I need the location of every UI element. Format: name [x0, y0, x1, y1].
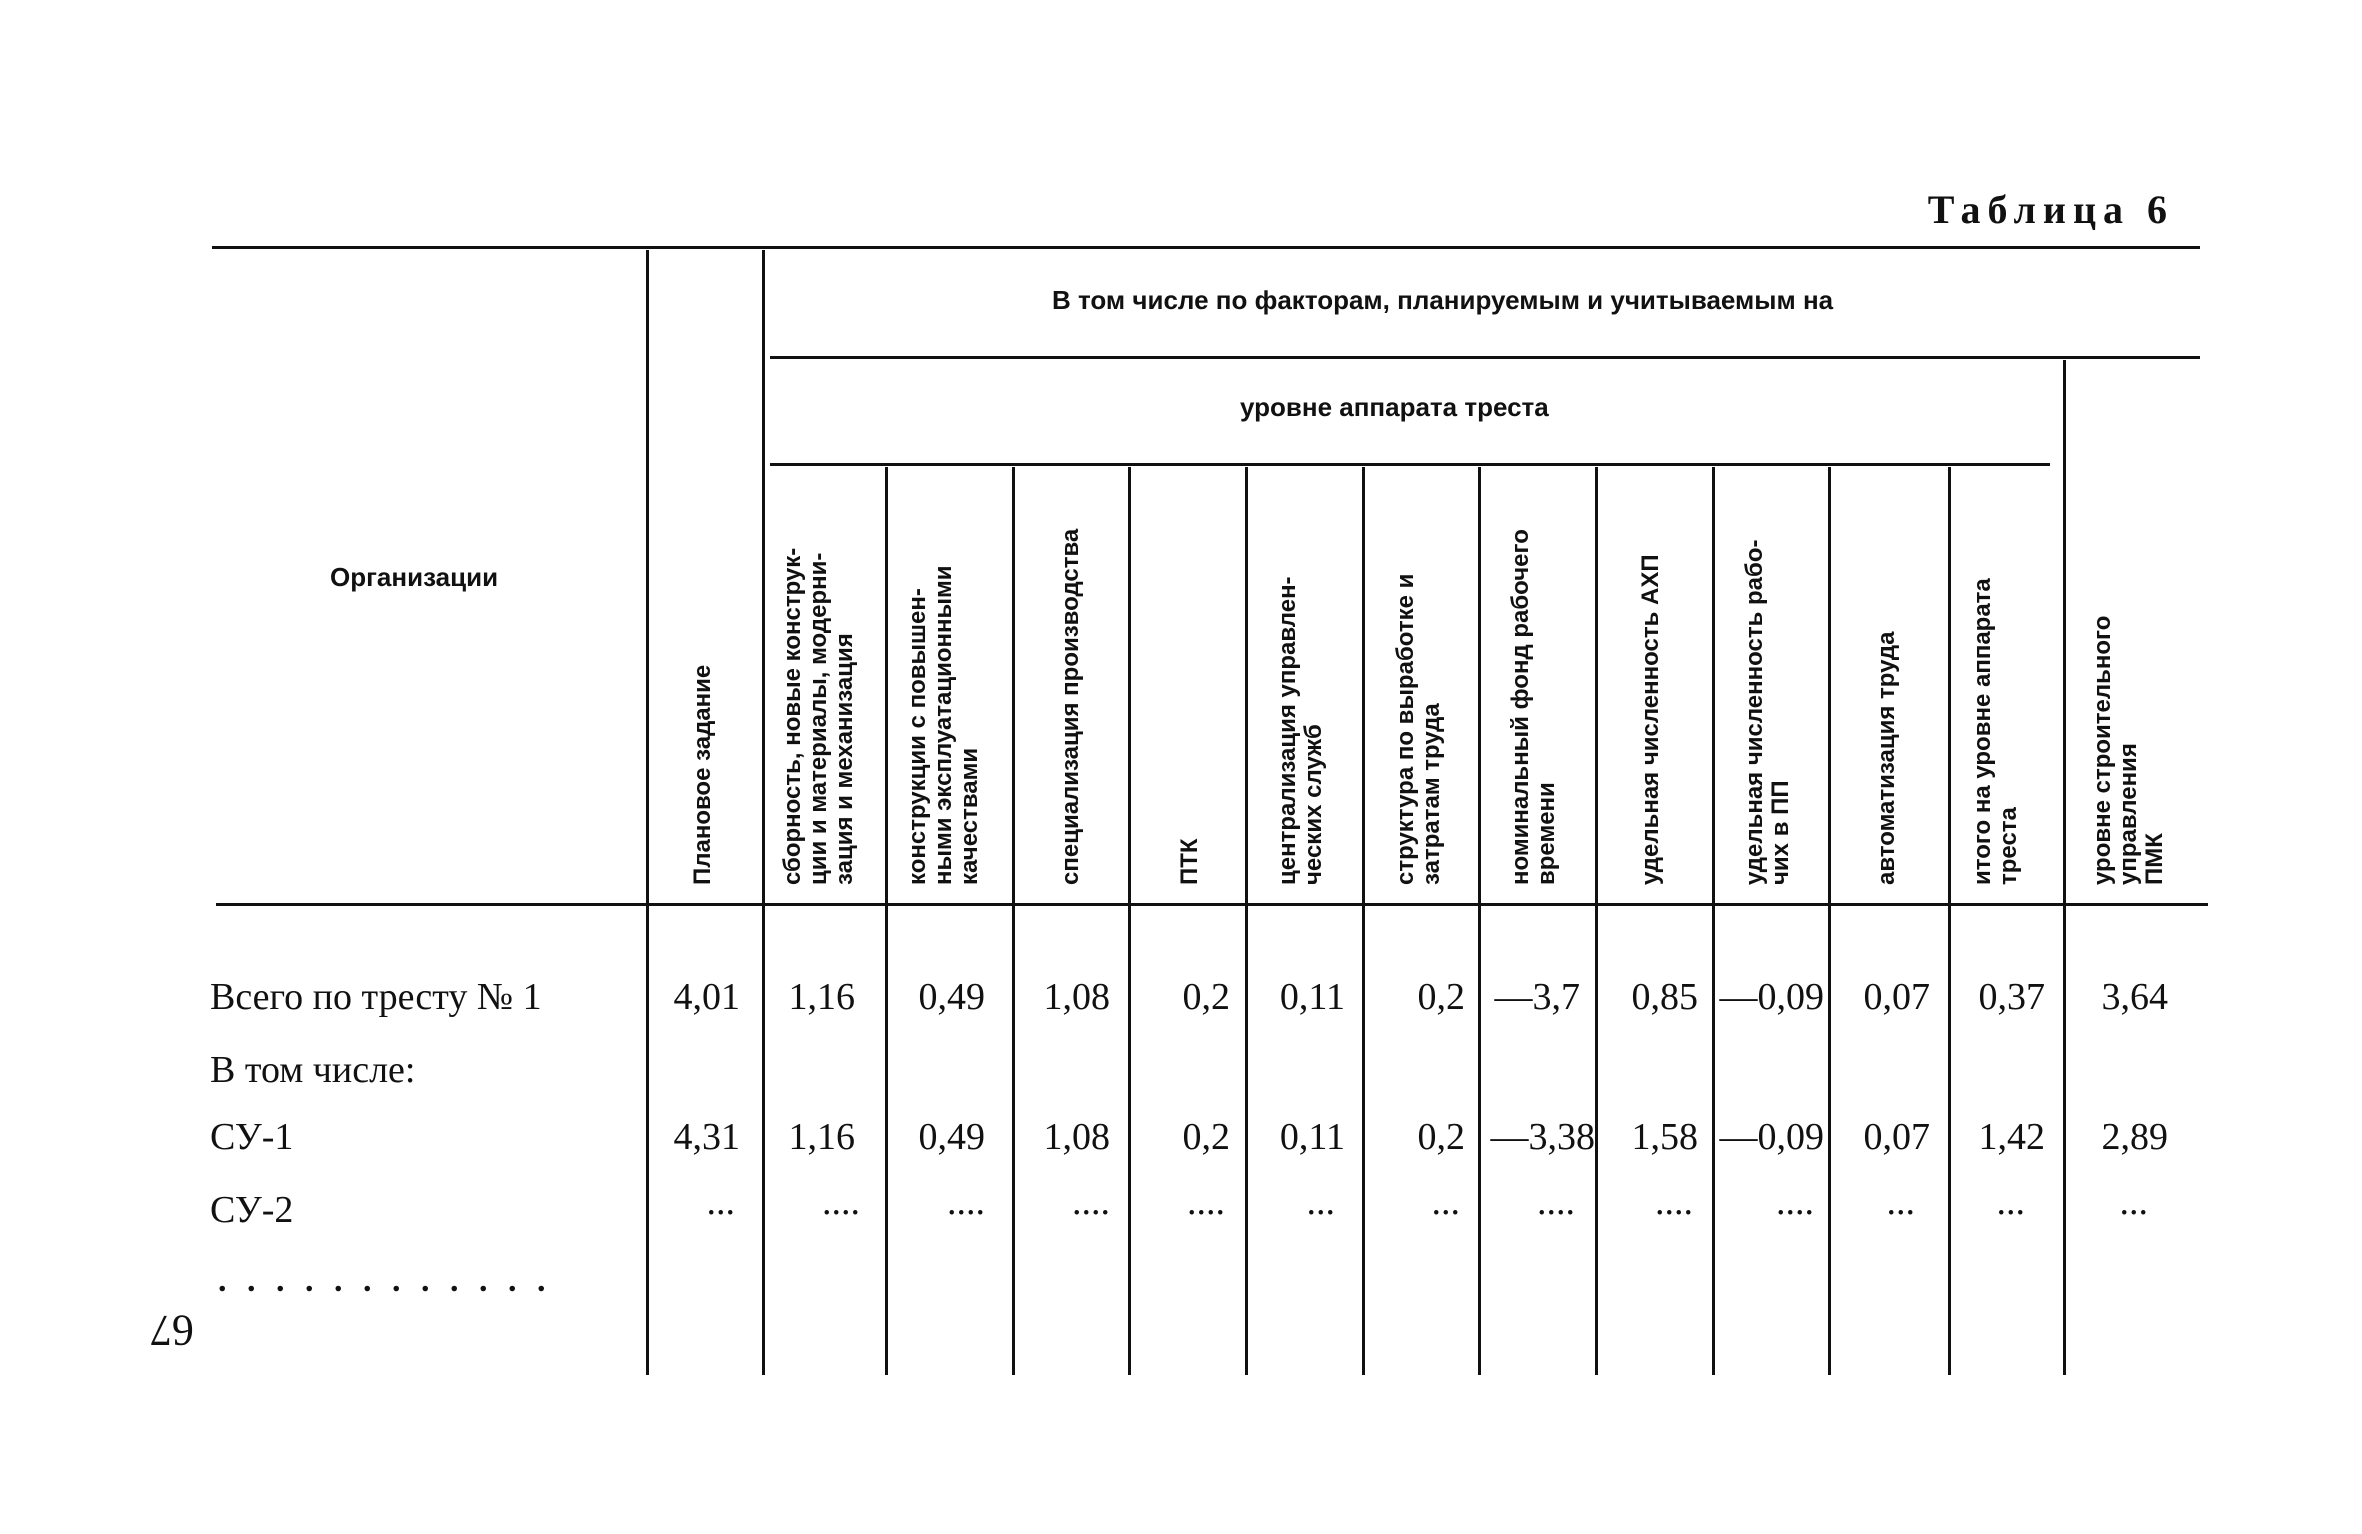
- table-cell: ....: [1655, 1181, 1693, 1223]
- table-cell: ....: [1776, 1181, 1814, 1223]
- table-cell: 0,07: [1863, 976, 1930, 1018]
- table-cell: ....: [1072, 1181, 1110, 1223]
- col-divider-3: [1128, 467, 1131, 1375]
- table-cell: 0,37: [1978, 976, 2045, 1018]
- table-cell: ...: [1886, 1181, 1915, 1223]
- header-col-5: централизация управлен- ческих служб: [1274, 576, 1327, 885]
- table-caption: Таблица 6: [1927, 187, 2174, 232]
- row-label-su2: СУ-2: [210, 1189, 294, 1231]
- table-cell: ...: [1996, 1181, 2025, 1223]
- table-cell: 0,2: [1417, 976, 1465, 1018]
- header-col-7: номинальный фонд рабочего времени: [1507, 529, 1560, 885]
- header-col-1: сборность, новые конструк- ции и материалы, модерни- зация и механизация: [779, 547, 858, 885]
- table-cell: 1,16: [788, 976, 855, 1018]
- header-factors-group: В том числе по факторам, планируемым и учитываемым на: [1052, 285, 1834, 315]
- col-divider-org: [646, 250, 649, 1375]
- table-cell: 0,49: [918, 976, 985, 1018]
- col-divider-8: [1712, 467, 1715, 1375]
- factors-group-rule: [770, 356, 2200, 359]
- header-col-4: ПТК: [1176, 838, 1203, 885]
- col-divider-9: [1828, 467, 1831, 1375]
- table-cell: 4,31: [673, 1116, 740, 1158]
- table-cell: ...: [706, 1181, 735, 1223]
- table-cell: 2,89: [2101, 1116, 2168, 1158]
- header-col-8: удельная численность АХП: [1637, 554, 1664, 885]
- table-cell: 1,42: [1978, 1116, 2045, 1158]
- table-cell: ...: [2119, 1181, 2148, 1223]
- table-cell: ...: [1306, 1181, 1335, 1223]
- table-cell: 0,49: [918, 1116, 985, 1158]
- table-cell: —3,7: [1494, 976, 1580, 1018]
- table-cell: 0,85: [1631, 976, 1698, 1018]
- table-cell: —3,38: [1490, 1116, 1595, 1158]
- table-cell: 3,64: [2101, 976, 2168, 1018]
- header-smu-level: уровне строительного управления ПМК: [2089, 615, 2168, 885]
- table-cell: ...: [1431, 1181, 1460, 1223]
- table-cell: 0,07: [1863, 1116, 1930, 1158]
- col-divider-2: [1012, 467, 1015, 1375]
- trailing-dots: . . . . . . . . . . . .: [218, 1262, 552, 1299]
- header-col-6: структура по выработке и затратам труда: [1392, 573, 1445, 885]
- table-cell: —0,09: [1719, 1116, 1824, 1158]
- table-cell: ....: [822, 1181, 860, 1223]
- col-divider-10: [1948, 467, 1951, 1375]
- header-col-3: специализация производства: [1057, 528, 1084, 885]
- table-cell: 0,11: [1279, 976, 1345, 1018]
- header-col-9: удельная численность рабо- чих в ПП: [1741, 539, 1794, 885]
- col-divider-plan: [762, 250, 765, 1375]
- header-trust-level-group: уровне аппарата треста: [1240, 392, 1549, 422]
- col-divider-1: [885, 467, 888, 1375]
- table-cell: ....: [1187, 1181, 1225, 1223]
- table-cell: 1,08: [1043, 1116, 1110, 1158]
- header-col-2: конструкции с повышен- ными эксплуатационными качествами: [904, 565, 983, 885]
- trust-group-rule: [770, 463, 2050, 466]
- table-cell: ....: [1537, 1181, 1575, 1223]
- header-col-10: автоматизация труда: [1873, 631, 1900, 885]
- col-divider-5: [1362, 467, 1365, 1375]
- row-label-including: В том числе:: [210, 1049, 416, 1091]
- col-divider-smu: [2063, 360, 2066, 1375]
- table-cell: 1,16: [788, 1116, 855, 1158]
- header-organizations: Организации: [330, 562, 499, 592]
- page-number: 67: [150, 1306, 194, 1355]
- table-cell: 0,2: [1417, 1116, 1465, 1158]
- table-cell: 0,11: [1279, 1116, 1345, 1158]
- col-divider-4: [1245, 467, 1248, 1375]
- table-top-rule: [212, 246, 2200, 249]
- row-label-total: Всего по тресту № 1: [210, 976, 542, 1018]
- table-cell: 1,08: [1043, 976, 1110, 1018]
- header-bottom-rule: [216, 903, 2208, 906]
- table-cell: 0,2: [1182, 976, 1230, 1018]
- table-cell: 4,01: [673, 976, 740, 1018]
- table-cell: ....: [947, 1181, 985, 1223]
- row-label-su1: СУ-1: [210, 1116, 294, 1158]
- table-cell: —0,09: [1719, 976, 1824, 1018]
- header-plan: Плановое задание: [689, 664, 716, 885]
- col-divider-7: [1595, 467, 1598, 1375]
- header-col-11: итого на уровне аппарата треста: [1969, 578, 2022, 885]
- table-cell: 0,2: [1182, 1116, 1230, 1158]
- table-cell: 1,58: [1631, 1116, 1698, 1158]
- col-divider-6: [1478, 467, 1481, 1375]
